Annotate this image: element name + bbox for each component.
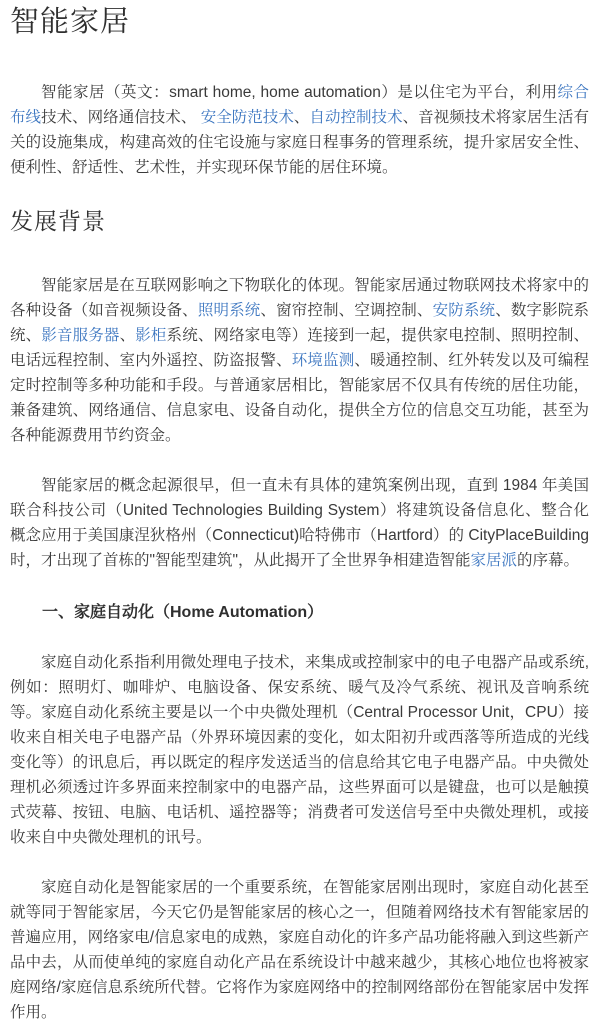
text-segment: 、窗帘控制、空调控制、 xyxy=(260,302,433,320)
intro-paragraph xyxy=(10,80,589,180)
inline-link[interactable]: 影柜 xyxy=(135,327,167,345)
text-segment: 、暖通控制、红外转发以及可编程定时控制等多种功能和手段。与普通家居相比，智能家居不仅具有传统的居住功能，兼备建筑、网络通信、信息家电、设备自动化，提供全方位的信息交互功能，甚至为各种能源费用节约资金。 xyxy=(10,352,589,445)
inline-link[interactable]: 综合布线 xyxy=(10,83,589,126)
text-segment: 智能家居（英文：smart home, home automation）是以住宅为平台，利用 xyxy=(41,83,558,101)
text-segment: 家庭自动化是智能家居的一个重要系统，在智能家居刚出现时，家庭自动化甚至就等同于智能家居，今天它仍是智能家居的核心之一，但随着网络技术有智能家居的普遍应用，网络家电/信息家电的成熟，家庭自动化的许多产品功能将融入到这些新产品中去，从而使单纯的家庭自动化产品在系统设计中越来越少，其核心地位也将被家庭网络/家庭信息系统所代替。它将作为家庭网络中的控制网络部份在智能家居中发挥作用。 xyxy=(10,879,589,1022)
paragraph-home-automation-role xyxy=(10,875,589,1025)
page-title: 智能家居 xyxy=(10,6,131,38)
subsection-heading-home-automation: 一、家庭自动化（Home Automation） xyxy=(42,604,324,622)
section-heading-development-background: 发展背景 xyxy=(10,207,106,234)
text-segment: 、 xyxy=(119,327,136,345)
paragraph-concept-origin xyxy=(10,473,589,573)
text-segment: 智能家居的概念起源很早，但一直未有具体的建筑案例出现，直到 1984 年美国联合科技公司（United Technologies Building System）将建筑设备信息化、整合化概念应用于美国康涅狄格州（Connecticut)哈特佛市（Hartford）的 CityPlaceBuilding 时，才出现了首栋的"智能型建筑"，从此揭开了全世界争相建造智能 xyxy=(10,477,589,570)
text-segment: 家庭自动化系指利用微处理电子技术，来集成或控制家中的电子电器产品或系统,例如：照明灯、咖啡炉、电脑设备、保安系统、暖气及冷气系统、视讯及音响系统等。家庭自动化系统主要是以一个中央微处理机（Central Processor Unit，CPU）接收来自相关电子电器产品（外界环境因素的变化，如太阳初升或西落等所造成的光线变化等）的讯息后，再以既定的程序发送适当的信息给其它电子电器产品。中央微处理机必须透过许多界面来控制家中的电器产品，这些界面可以是键盘，也可以是触摸式荧幕、按钮、电脑、电话机、遥控器等；消费者可发送信号至中央微处理机，或接收来自中央微处理机的讯号。 xyxy=(10,654,589,847)
inline-link[interactable]: 影音服务器 xyxy=(41,327,120,345)
text-segment: 技术、网络通信技术、 xyxy=(41,108,201,126)
text-segment: 智能家居是在互联网影响之下物联化的体现。智能家居通过物联网技术将家中的各种设备（如音视频设备、 xyxy=(10,277,589,320)
text-segment: 系统、网络家电等）连接到一起，提供家电控制、照明控制、电话远程控制、室内外遥控、防盗报警、 xyxy=(10,327,589,370)
inline-link[interactable]: 照明系统 xyxy=(197,302,261,320)
inline-link[interactable]: 家居派 xyxy=(470,552,518,570)
inline-link[interactable]: 安全防范技术 xyxy=(200,108,294,126)
paragraph-iot-devices xyxy=(10,273,589,448)
inline-link[interactable]: 自动控制技术 xyxy=(309,108,403,126)
text-segment: 、音视频技术将家居生活有关的设施集成，构建高效的住宅设施与家庭日程事务的管理系统，提升家居安全性、便利性、舒适性、艺术性，并实现环保节能的居住环境。 xyxy=(10,108,589,176)
text-segment: 、 xyxy=(293,108,310,126)
text-segment: 的序幕。 xyxy=(517,552,580,570)
text-segment: 、数字影院系统、 xyxy=(10,302,589,345)
inline-link[interactable]: 安防系统 xyxy=(432,302,496,320)
paragraph-home-automation-definition xyxy=(10,650,589,850)
inline-link[interactable]: 环境监测 xyxy=(291,352,355,370)
